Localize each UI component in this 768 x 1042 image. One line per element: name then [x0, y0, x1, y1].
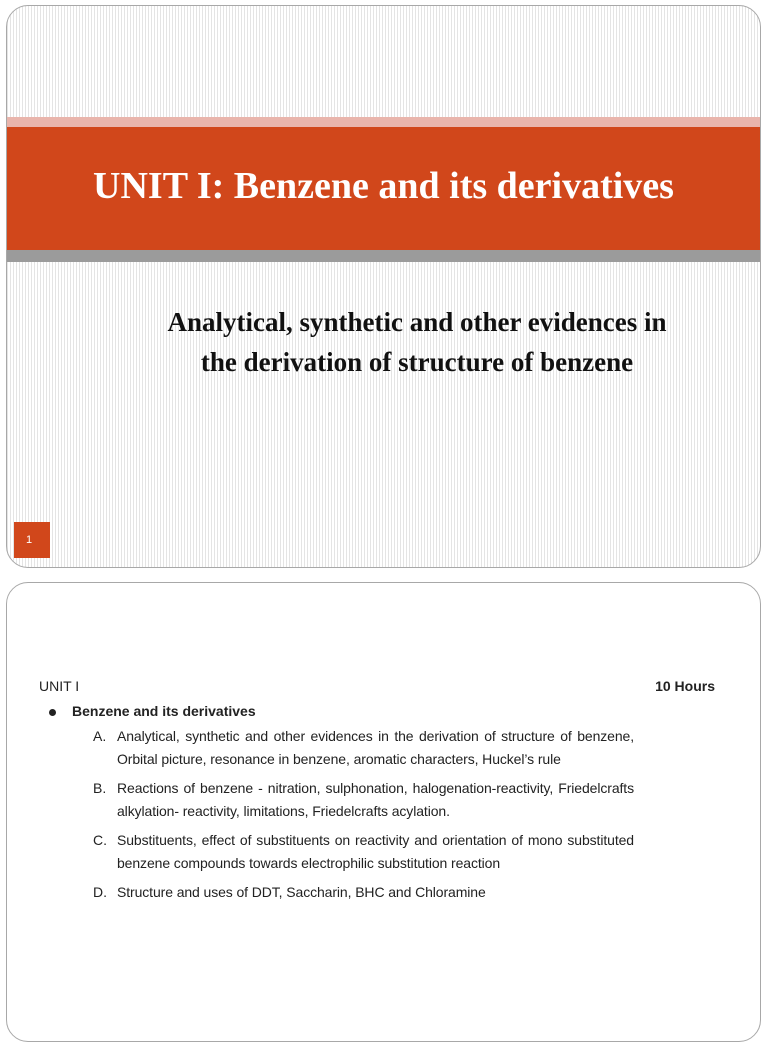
- unit-label: UNIT I: [39, 678, 80, 694]
- item-text: Structure and uses of DDT, Saccharin, BHC and Chloramine: [117, 884, 486, 900]
- subtitle-line-1: Analytical, synthetic and other evidences in: [167, 307, 667, 337]
- item-letter: D.: [93, 884, 107, 900]
- page-number: 1: [25, 534, 33, 546]
- slide-title: UNIT I: Benzene and its derivatives: [93, 164, 674, 207]
- list-item: [37, 829, 634, 875]
- bullet-icon: [49, 709, 56, 716]
- item-letter: A.: [93, 728, 107, 744]
- page-number-badge: [14, 522, 50, 558]
- list-item: [37, 725, 634, 771]
- title-band-top: [7, 117, 760, 127]
- subtitle-line-2: the derivation of structure of benzene: [200, 347, 634, 377]
- list-item: [37, 777, 634, 823]
- unit-hours: 10 Hours: [655, 678, 715, 694]
- topic-bullet: [49, 703, 256, 719]
- item-text: Reactions of benzene - nitration, sulphonation, halogenation-reactivity, Friedelcrafts alkylation- reactivity, limitations, Friedelcrafts acylation.: [117, 780, 634, 819]
- item-text: Substituents, effect of substituents on reactivity and orientation of mono substituted benzene compounds towards electrophilic substitution reaction: [117, 832, 634, 871]
- item-text: Analytical, synthetic and other evidences in the derivation of structure of benzene, Orbital picture, resonance in benzene, aromatic characters, Huckel’s rule: [117, 728, 634, 767]
- slide-1: [6, 5, 761, 568]
- title-band-bottom: [7, 250, 760, 262]
- item-letter: B.: [93, 780, 107, 796]
- topic-items: [37, 725, 727, 910]
- list-item: [37, 881, 634, 904]
- item-letter: C.: [93, 832, 107, 848]
- slide-2: [6, 582, 761, 1042]
- slide-subtitle: [67, 302, 761, 382]
- topic-title: Benzene and its derivatives: [72, 703, 256, 719]
- unit-header: [37, 678, 717, 698]
